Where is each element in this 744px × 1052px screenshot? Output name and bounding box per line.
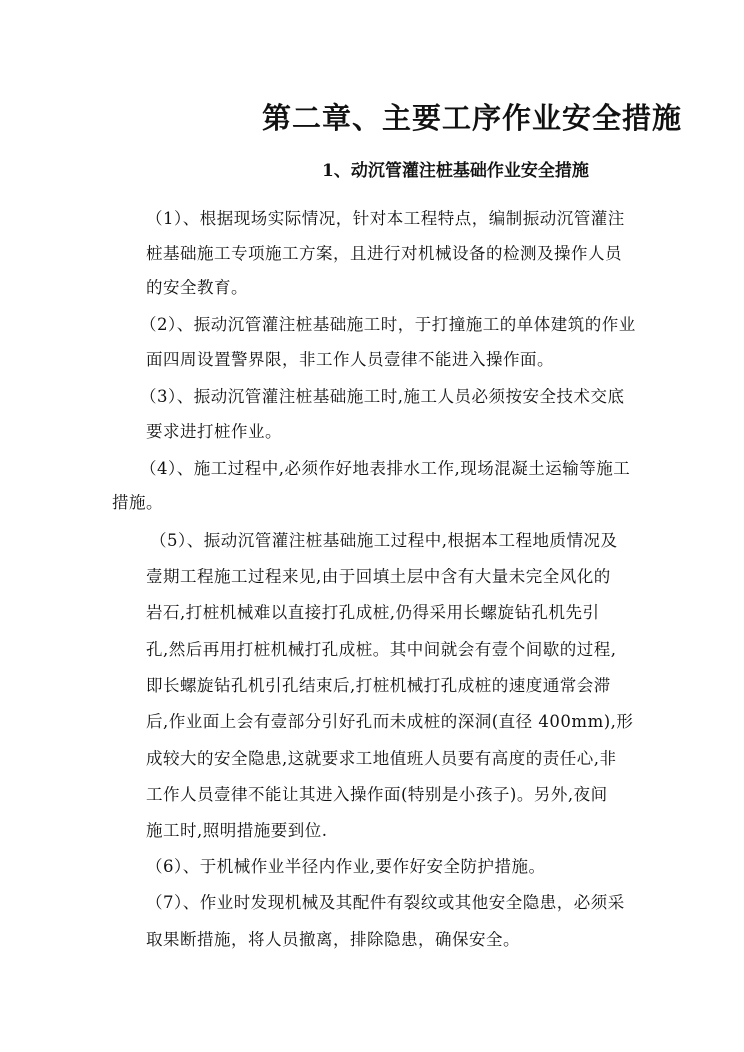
text-line: （3）、振动沉管灌注桩基础施工时,施工人员必须按安全技术交底 [140,387,625,406]
text-line: 要求进打桩作业。 [146,422,282,441]
text-line: （2）、振动沉管灌注桩基础施工时，于打撞施工的单体建筑的作业 [140,315,636,334]
text-line: 取果断措施，将人员撤离，排除隐患，确保安全。 [146,930,520,949]
text-line: （6）、于机械作业半径内作业,要作好安全防护措施。 [146,857,546,876]
text-line: 后,作业面上会有壹部分引好孔而未成桩的深洞(直径 400mm),形 [146,712,634,731]
text-line: 桩基础施工专项施工方案，且进行对机械设备的检测及操作人员 [146,244,622,263]
text-line: 的安全教育。 [146,278,248,297]
text-line: 孔,然后再用打桩机械打孔成桩。其中间就会有壹个间歇的过程, [146,640,617,659]
text-line: （1）、根据现场实际情况，针对本工程特点，编制振动沉管灌注 [146,209,625,228]
text-line: （4）、施工过程中,必须作好地表排水工作,现场混凝土运输等施工 [140,459,631,478]
text-line: 壹期工程施工过程来见,由于回填土层中含有大量未完全风化的 [146,567,611,586]
text-line: 工作人员壹律不能让其进入操作面(特别是小孩子)。另外,夜间 [146,785,608,804]
text-line: 措施。 [112,493,163,512]
chapter-title: 第二章、主要工序作业安全措施 [262,101,683,135]
section-heading: 1、动沉管灌注桩基础作业安全措施 [322,161,589,181]
text-line: 成较大的安全隐患,这就要求工地值班人员要有高度的责任心,非 [146,749,617,768]
text-line: （7）、作业时发现机械及其配件有裂纹或其他安全隐患，必须采 [146,893,625,912]
text-line: 面四周设置警界限，非工作人员壹律不能进入操作面。 [146,350,554,369]
text-line: 岩石,打桩机械难以直接打孔成桩,仍得采用长螺旋钻孔机先引 [146,603,600,622]
text-line: 即长螺旋钻孔机引孔结束后,打桩机械打孔成桩的速度通常会滞 [146,676,611,695]
text-line: 施工时,照明措施要到位. [146,821,328,840]
text-line: （5）、振动沉管灌注桩基础施工过程中,根据本工程地质情况及 [150,531,618,550]
